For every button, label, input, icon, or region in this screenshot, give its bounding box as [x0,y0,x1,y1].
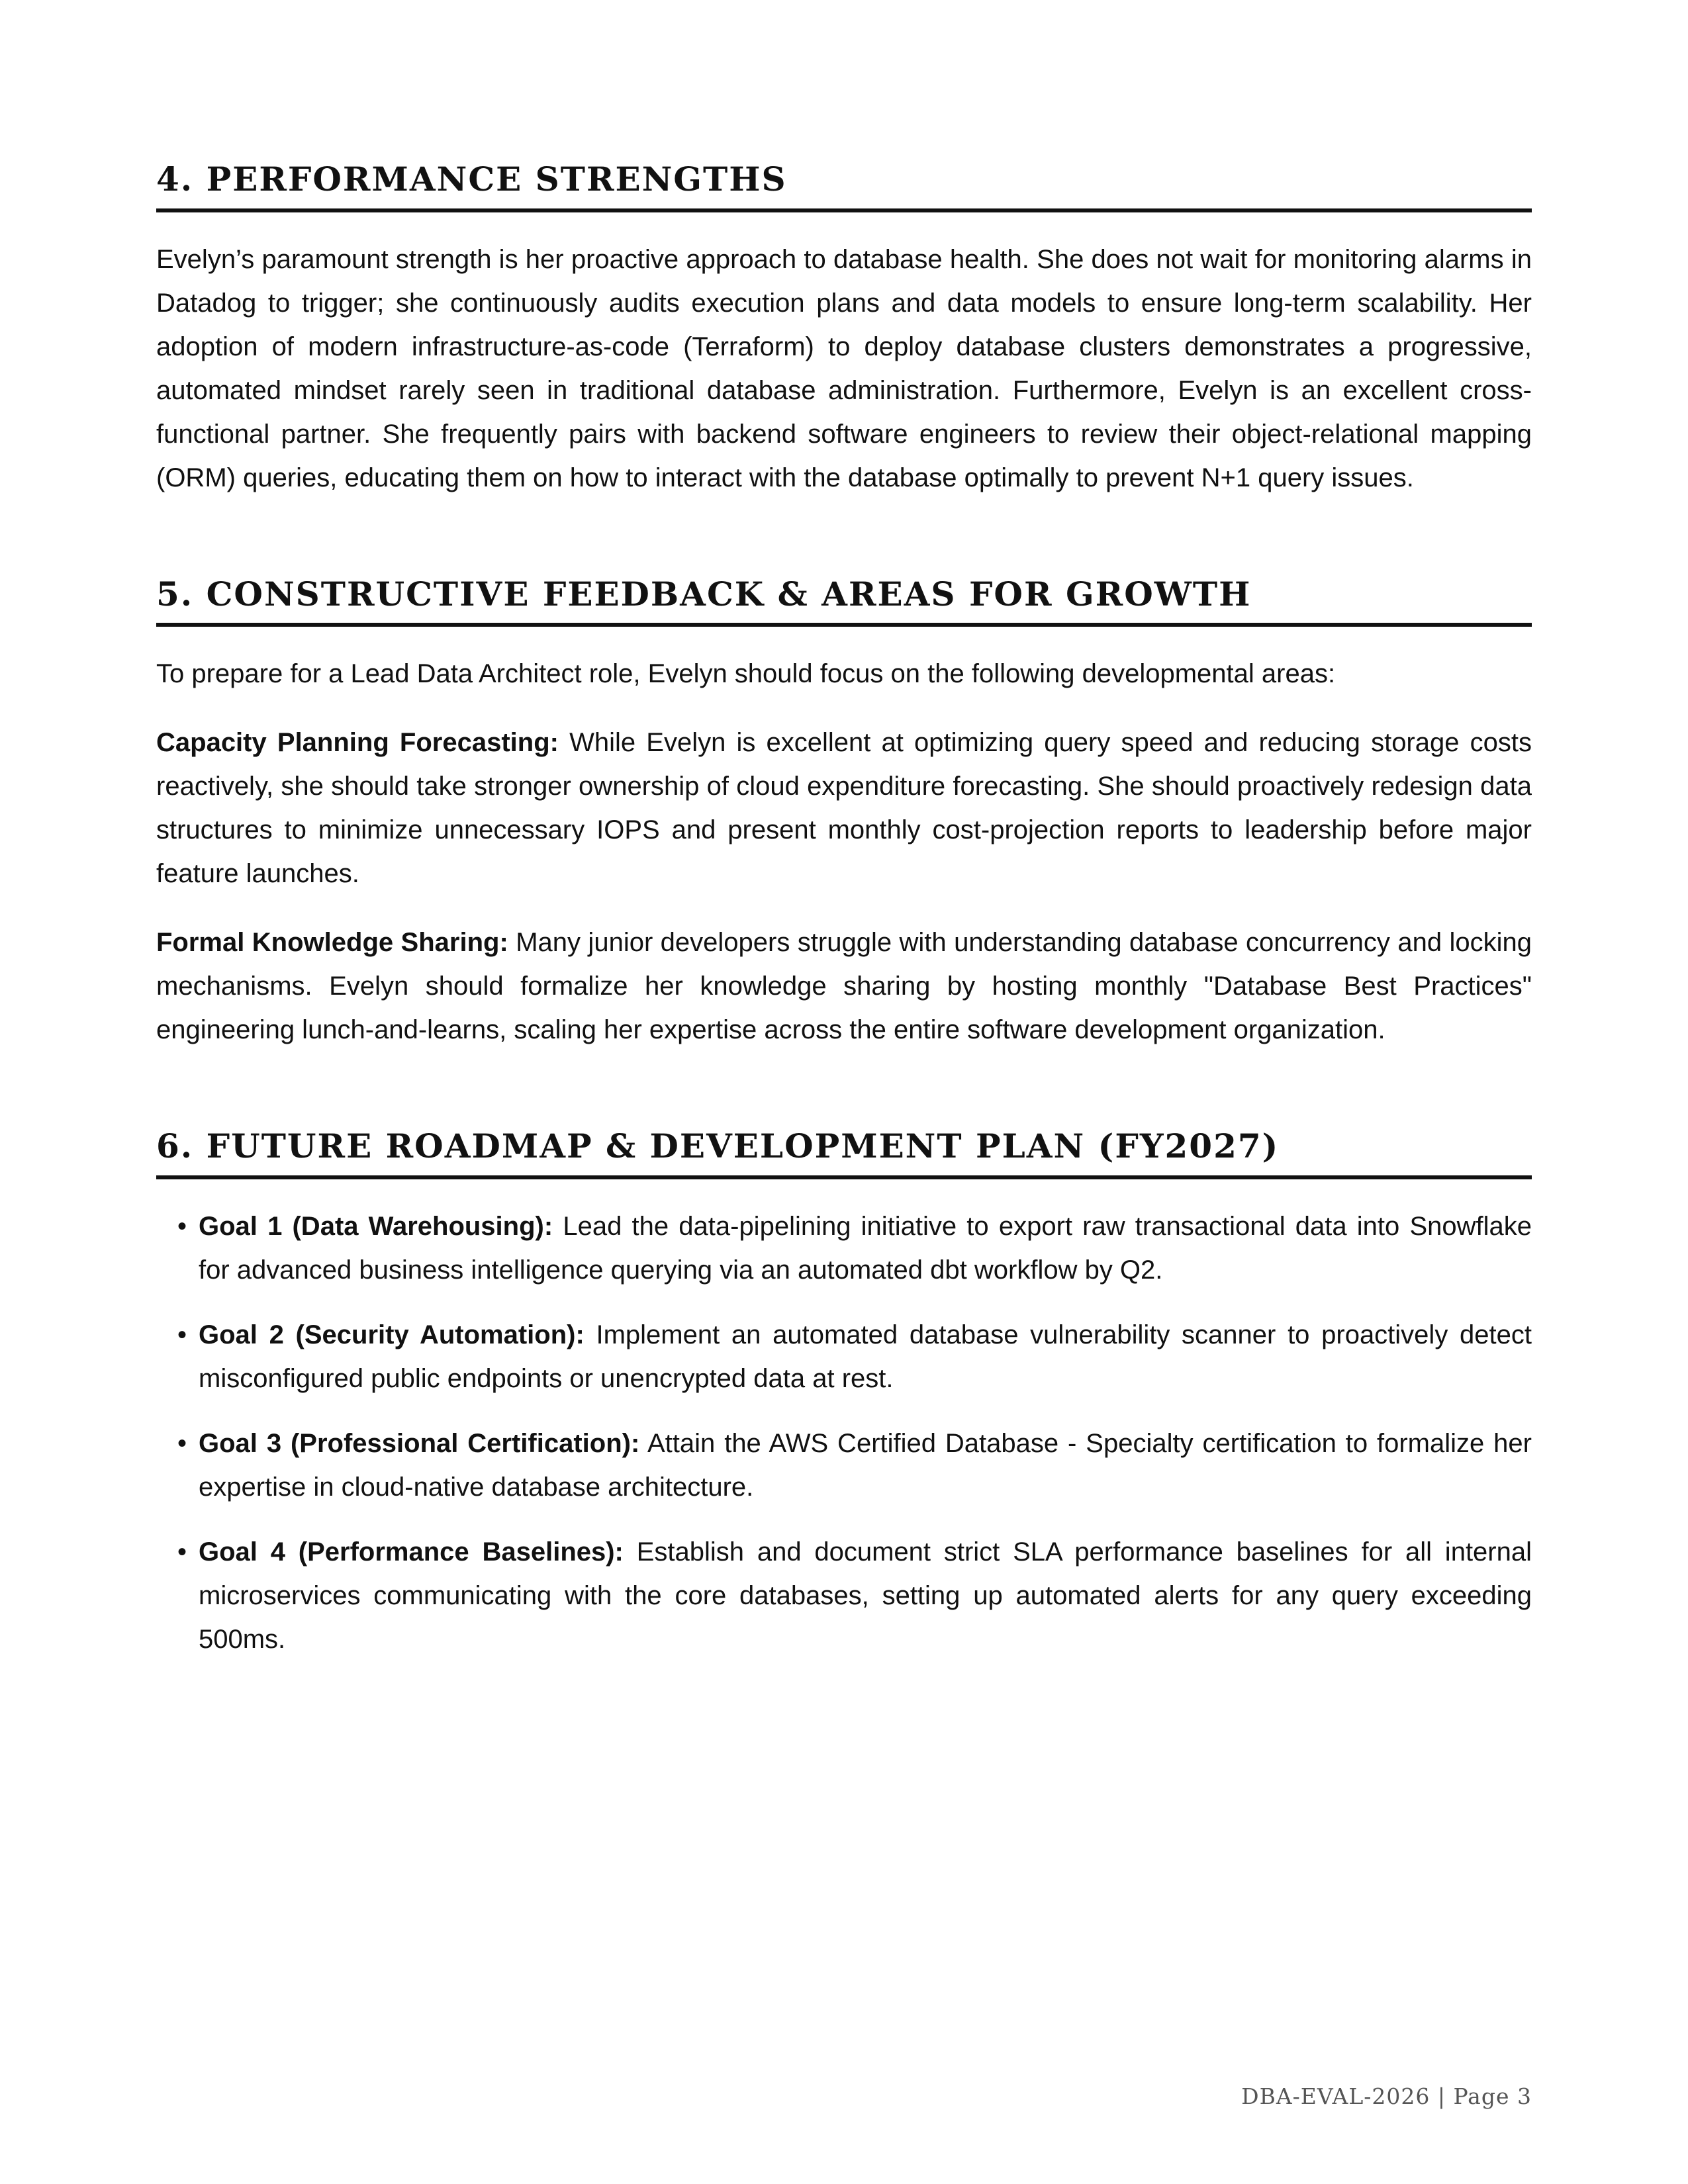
section-heading: 4. PERFORMANCE STRENGTHS [156,159,1532,212]
feedback-item-title: Formal Knowledge Sharing: [156,928,508,957]
feedback-item-title: Capacity Planning Forecasting: [156,728,559,757]
section-heading: 5. CONSTRUCTIVE FEEDBACK & AREAS FOR GROWTH [156,574,1532,627]
feedback-item [156,721,1532,895]
feedback-item-text: While Evelyn is excellent at optimizing query speed and reducing storage costs reactively, she should take stronger ownership of cloud expenditure forecasting. She should proactively redesign data structures to minimize unnecessary IOPS and present monthly cost-projection reports to leadership before major feature launches. [156,728,1532,888]
goal-text: Lead the data-pipelining initiative to export raw transactional data into Snowflake for advanced business intelligence querying via an automated dbt workflow by Q2. [199,1211,1532,1285]
feedback-item [156,921,1532,1052]
goal-title: Goal 1 (Data Warehousing): [199,1211,553,1241]
page-footer: DBA-EVAL-2026 | Page 3 [1241,2083,1532,2109]
goal-item [156,1313,1532,1400]
goal-text: Implement an automated database vulnerability scanner to proactively detect misconfigured public endpoints or unencrypted data at rest. [199,1320,1532,1393]
section-performance-strengths [156,159,1532,500]
section-heading: 6. FUTURE ROADMAP & DEVELOPMENT PLAN (FY2027) [156,1126,1532,1179]
goal-title: Goal 4 (Performance Baselines): [199,1537,624,1567]
goal-item [156,1530,1532,1661]
goal-item [156,1422,1532,1509]
goal-text: Establish and document strict SLA performance baselines for all internal microservices communicating with the core databases, setting up automated alerts for any query exceeding 500ms. [199,1537,1532,1654]
goal-text: Attain the AWS Certified Database - Specialty certification to formalize her expertise in cloud-native database architecture. [199,1428,1532,1502]
section-paragraph: Evelyn’s paramount strength is her proactive approach to database health. She does not wait for monitoring alarms in Datadog to trigger; she continuously audits execution plans and data models to ensure long-term scalability. Her adoption of modern infrastructure-as-code (Terraform) to deploy database clusters demonstrates a progressive, automated mindset rarely seen in traditional database administration. Furthermore, Evelyn is an excellent cross-functional partner. She frequently pairs with backend software engineers to review their object-relational mapping (ORM) queries, educating them on how to interact with the database optimally to prevent N+1 query issues. [156,244,1532,492]
section-intro: To prepare for a Lead Data Architect role, Evelyn should focus on the following developmental areas: [156,659,1336,688]
goal-item [156,1205,1532,1292]
bullet-icon: • [177,1428,187,1458]
bullet-icon: • [177,1320,187,1349]
goal-list [156,1205,1532,1661]
bullet-icon: • [177,1211,187,1241]
section-constructive-feedback [156,574,1532,1052]
feedback-item-text: Many junior developers struggle with understanding database concurrency and locking mechanisms. Evelyn should formalize her knowledge sharing by hosting monthly "Database Best Practices" engineering lunch-and-learns, scaling her expertise across the entire software development organization. [156,928,1532,1044]
section-future-roadmap [156,1126,1532,1661]
document-page [156,159,1532,1682]
bullet-icon: • [177,1537,187,1567]
goal-title: Goal 3 (Professional Certification): [199,1428,640,1458]
goal-title: Goal 2 (Security Automation): [199,1320,585,1349]
